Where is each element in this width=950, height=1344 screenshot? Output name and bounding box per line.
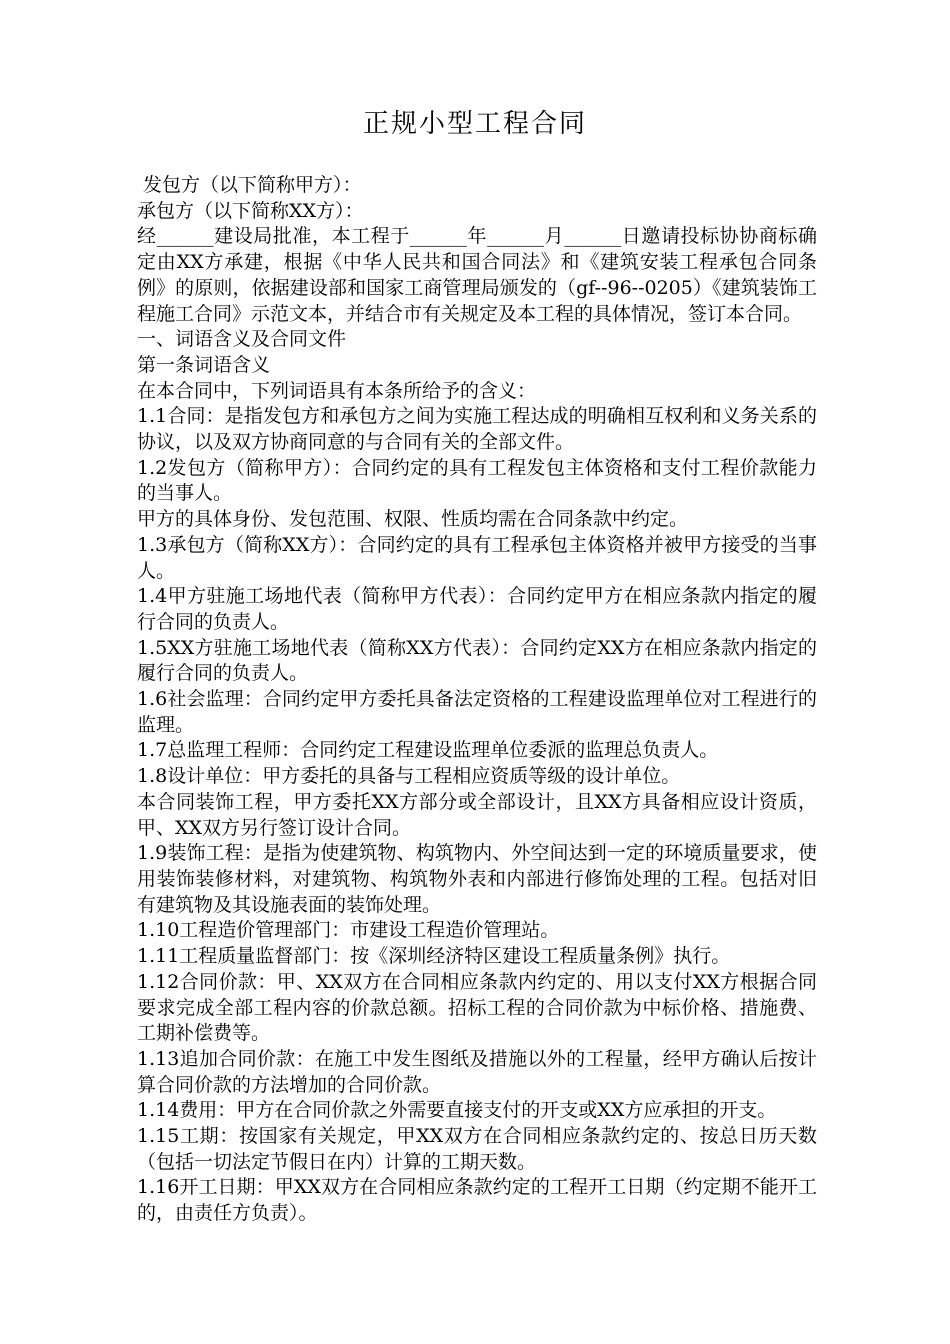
- clause: 1.16开工日期：甲XX双方在合同相应条款约定的工程开工日期（约定期不能开工的，由责任方负责）。: [137, 1176, 817, 1225]
- paragraph: 发包方（以下简称甲方）：: [137, 174, 362, 196]
- clause: 1.10工程造价管理部门：市建设工程造价管理站。: [137, 919, 560, 942]
- clause: 1.2发包方（简称甲方）：合同约定的具有工程发包主体资格和支付工程价款能力的当事人。: [137, 456, 817, 505]
- document-title: 正规小型工程合同: [362, 109, 587, 139]
- clause: 1.1合同：是指发包方和承包方之间为实施工程达成的明确相互权利和义务关系的协议，以及双方协商同意的与合同有关的全部文件。: [137, 405, 817, 454]
- paragraph: 承包方（以下简称XX方）：: [137, 199, 364, 222]
- paragraph: 在本合同中，下列词语具有本条所给予的含义：: [137, 379, 537, 402]
- clause: 1.14费用：甲方在合同价款之外需要直接支付的开支或XX方应承担的开支。: [137, 1099, 777, 1122]
- article-heading: 第一条词语含义: [137, 353, 271, 376]
- paragraph: 甲方的具体身份、发包范围、权限、性质均需在合同条款中约定。: [137, 508, 689, 531]
- document-body: [137, 173, 817, 1227]
- clause: 1.5XX方驻施工场地代表（简称XX方代表）：合同约定XX方在相应条款内指定的履行合同的负责人。: [137, 636, 817, 685]
- section-heading: 一、词语含义及合同文件: [137, 328, 347, 351]
- clause: 1.15工期：按国家有关规定，甲XX双方在合同相应条款约定的、按总日历天数（包括一切法定节假日在内）计算的工期天数。: [137, 1125, 817, 1173]
- clause: 1.8设计单位：甲方委托的具备与工程相应资质等级的设计单位。: [137, 765, 681, 788]
- clause: 1.4甲方驻施工场地代表（简称甲方代表）：合同约定甲方在相应条款内指定的履行合同的负责人。: [137, 585, 817, 633]
- clause: 1.11工程质量监督部门：按《深圳经济特区建设工程质量条例》执行。: [137, 945, 731, 968]
- paragraph: 经______建设局批准，本工程于______年______月______日邀请投标协协商标确定由XX方承建，根据《中华人民共和国合同法》和《建筑安装工程承包合同条例》的原则，依据建设部和国家工商管理局颁发的（gf--96--0205）《建筑装饰工程施工合同》示范文本，并结合市有关规定及本工程的具体情况，签订本合同。: [137, 225, 817, 325]
- clause: 1.7总监理工程师：合同约定工程建设监理单位委派的监理总负责人。: [137, 739, 719, 762]
- paragraph: 本合同装饰工程，甲方委托XX方部分或全部设计，且XX方具备相应设计资质，甲、XX双方另行签订设计合同。: [137, 790, 817, 839]
- clause: 1.9装饰工程：是指为使建筑物、构筑物内、外空间达到一定的环境质量要求，使用装饰装修材料，对建筑物、构筑物外表和内部进行修饰处理的工程。包括对旧有建筑物及其设施表面的装饰处理。: [137, 842, 817, 916]
- clause: 1.6社会监理：合同约定甲方委托具备法定资格的工程建设监理单位对工程进行的监理。: [137, 688, 817, 736]
- clause: 1.3承包方（简称XX方）：合同约定的具有工程承包主体资格并被甲方接受的当事人。: [137, 533, 817, 582]
- clause: 1.12合同价款：甲、XX双方在合同相应条款内约定的、用以支付XX方根据合同要求完成全部工程内容的价款总额。招标工程的合同价款为中标价格、措施费、工期补偿费等。: [137, 970, 817, 1045]
- clause: 1.13追加合同价款：在施工中发生图纸及措施以外的工程量，经甲方确认后按计算合同价款的方法增加的合同价款。: [137, 1047, 817, 1096]
